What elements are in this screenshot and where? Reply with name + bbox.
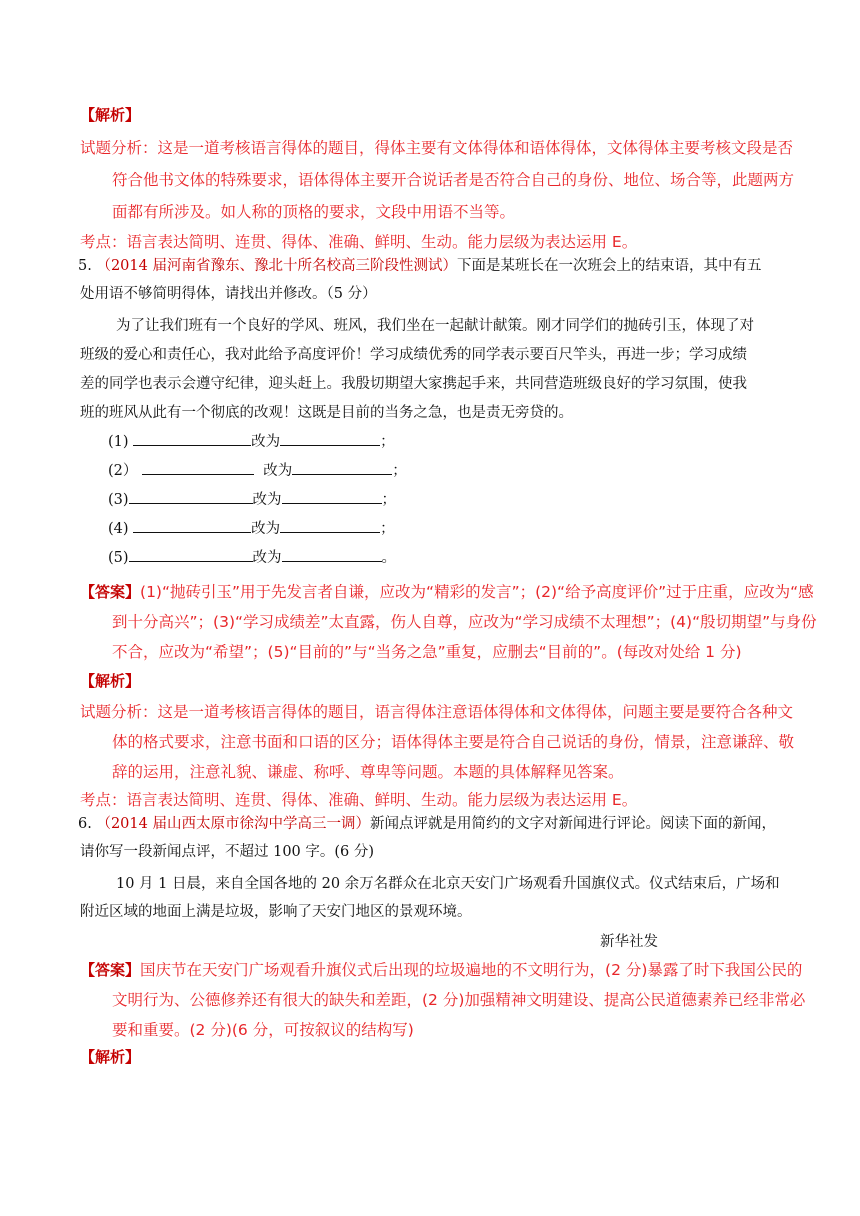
analysis-line: 体的格式要求，注意书面和口语的区分；语体得体主要是符合自己说话的身份，情景，注意谦辞、敬	[112, 733, 795, 751]
question-5-header	[78, 254, 761, 275]
fill-item	[108, 459, 407, 480]
answer-blank[interactable]	[129, 488, 253, 504]
fill-item-mid: 改为	[263, 463, 293, 479]
fill-item-label: (5)	[108, 550, 129, 566]
fill-item	[108, 546, 396, 567]
answer-line: 不合，应改为“希望”；(5)“目前的”与“当务之急”重复，应删去“目前的”。(每改对处给 1 分)	[112, 643, 742, 661]
kaodian-line: 考点：语言表达简明、连贯、得体、准确、鲜明、生动。能力层级为表达运用 E。	[80, 233, 638, 251]
answer-line: 要和重要。(2 分)(6 分，可按叙议的结构写)	[112, 1021, 414, 1039]
question-number: 6.	[78, 816, 92, 832]
passage-line: 差的同学也表示会遵守纪律，迎头赶上。我殷切期望大家携起手来，共同营造班级良好的学习氛围，使我	[80, 376, 747, 392]
fill-item-end: 。	[381, 550, 397, 566]
answer-blank[interactable]	[282, 546, 382, 562]
fill-item-mid: 改为	[251, 434, 281, 450]
answer-blank[interactable]	[142, 459, 254, 475]
fill-item-mid: 改为	[252, 550, 282, 566]
fill-item	[108, 488, 396, 509]
fill-item	[108, 430, 395, 451]
fill-item-label: (2）	[108, 463, 138, 479]
question-6-header	[78, 812, 776, 833]
analysis-tag: 【解析】	[80, 672, 141, 690]
answer-tag: 【答案】	[80, 583, 141, 601]
question-stem: 处用语不够简明得体，请找出并修改。（5 分）	[80, 286, 377, 302]
fill-item-end: ；	[392, 463, 407, 479]
passage-line: 班级的爱心和责任心，我对此给予高度评价！学习成绩优秀的同学表示要百尺竿头，再进一步；学习成绩	[80, 347, 747, 363]
answer-line: 到十分高兴”；(3)“学习成绩差”太直露，伤人自尊，应改为“学习成绩不太理想”；(4)“殷切期望”与身份	[112, 613, 817, 631]
fill-item	[108, 517, 395, 538]
fill-item-end: ；	[381, 492, 397, 508]
question-number: 5.	[78, 258, 92, 274]
question-stem: 下面是某班长在一次班会上的结束语，其中有五	[456, 258, 762, 274]
answer-text: (1)“抛砖引玉”用于先发言者自谦，应改为“精彩的发言”；(2)“给予高度评价”过于庄重，应改为“感	[140, 583, 814, 601]
analysis-tag: 【解析】	[80, 106, 141, 124]
answer-line	[80, 580, 814, 602]
analysis-line: 面都有所涉及。如人称的顶格的要求，文段中用语不当等。	[112, 203, 516, 221]
news-source: 新华社发	[600, 934, 658, 950]
question-stem: 新闻点评就是用简约的文字对新闻进行评论。阅读下面的新闻，	[369, 816, 776, 832]
analysis-line: 符合他书文体的特殊要求，语体得体主要开合说话者是否符合自己的身份、地位、场合等，此题两方	[112, 171, 795, 189]
passage-line: 班的班风从此有一个彻底的改观！这既是目前的当务之急，也是责无旁贷的。	[80, 405, 573, 421]
analysis-line: 辞的运用，注意礼貌、谦虚、称呼、尊卑等问题。本题的具体解释见答案。	[112, 763, 624, 781]
answer-text: 国庆节在天安门广场观看升旗仪式后出现的垃圾遍地的不文明行为，(2 分)暴露了时下我国公民的	[140, 961, 803, 979]
fill-item-label: (4)	[108, 521, 129, 537]
analysis-line: 试题分析：这是一道考核语言得体的题目，语言得体注意语体得体和文体得体，问题主要是要符合各种文	[80, 703, 794, 721]
fill-item-label: (1)	[108, 434, 129, 450]
analysis-tag: 【解析】	[80, 1048, 141, 1066]
fill-item-end: ；	[380, 521, 395, 537]
question-stem: 请你写一段新闻点评，不超过 100 字。(6 分)	[80, 844, 375, 860]
fill-item-label: (3)	[108, 492, 129, 508]
answer-blank[interactable]	[280, 430, 380, 446]
answer-blank[interactable]	[282, 488, 382, 504]
kaodian-line: 考点：语言表达简明、连贯、得体、准确、鲜明、生动。能力层级为表达运用 E。	[80, 791, 638, 809]
fill-item-end: ；	[380, 434, 395, 450]
passage-line: 为了让我们班有一个良好的学风、班风，我们坐在一起献计献策。刚才同学们的抛砖引玉，体现了对	[116, 318, 754, 334]
answer-blank[interactable]	[129, 546, 253, 562]
question-source: （2014 届山西太原市徐沟中学高三一调）	[96, 816, 370, 832]
analysis-line: 试题分析：这是一道考核语言得体的题目，得体主要有文体得体和语体得体，文体得体主要考核文段是否	[80, 139, 794, 157]
answer-blank[interactable]	[133, 430, 251, 446]
answer-line	[80, 958, 802, 980]
answer-blank[interactable]	[133, 517, 251, 533]
answer-blank[interactable]	[292, 459, 392, 475]
answer-blank[interactable]	[280, 517, 380, 533]
question-source: （2014 届河南省豫东、豫北十所名校高三阶段性测试）	[96, 258, 457, 274]
fill-item-mid: 改为	[251, 521, 281, 537]
answer-tag: 【答案】	[80, 961, 141, 979]
news-line: 附近区域的地面上满是垃圾，影响了天安门地区的景观环境。	[80, 904, 472, 920]
answer-line: 文明行为、公德修养还有很大的缺失和差距，(2 分)加强精神文明建设、提高公民道德素养已经非常必	[112, 991, 806, 1009]
news-line: 10 月 1 日晨，来自全国各地的 20 余万名群众在北京天安门广场观看升国旗仪式。仪式结束后，广场和	[116, 876, 780, 892]
fill-item-mid: 改为	[252, 492, 282, 508]
